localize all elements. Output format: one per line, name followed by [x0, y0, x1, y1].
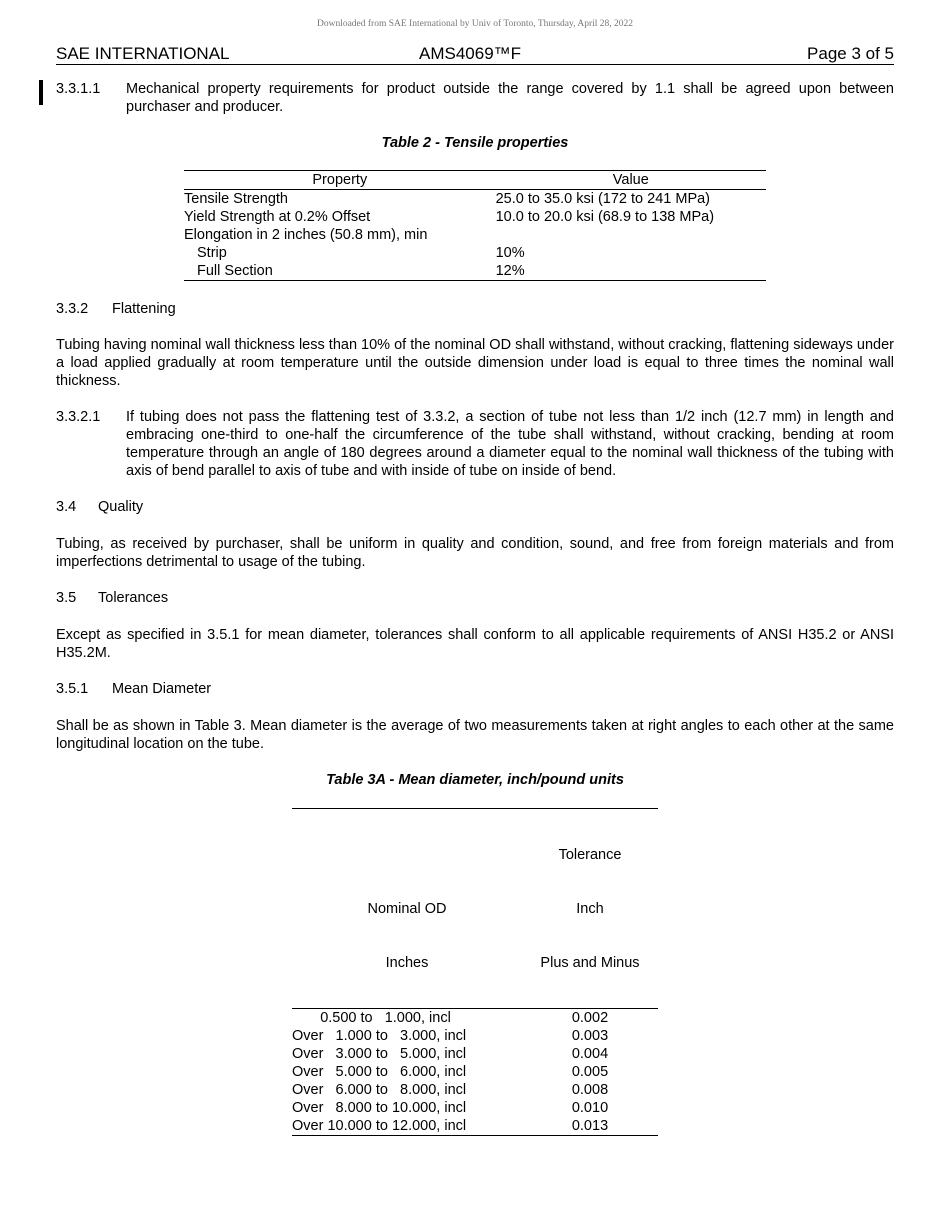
tolerance-cell: 0.013	[571, 1118, 609, 1134]
section-title: Mean Diameter	[112, 681, 212, 697]
value-cell: 10%	[495, 245, 525, 261]
property-cell: Yield Strength at 0.2% Offset	[184, 209, 371, 225]
section-title: Flattening	[112, 301, 176, 317]
column-header-property: Property	[184, 171, 496, 190]
column-header-value: Value	[496, 171, 766, 190]
table-3a-title: Table 3A - Mean diameter, inch/pound units	[326, 772, 624, 788]
nominal-od-cell: Over 8.000 to 10.000, incl	[292, 1100, 467, 1116]
table-header-row	[184, 171, 766, 190]
table-row	[292, 1117, 658, 1136]
section-text: If tubing does not pass the flattening test of 3.3.2, a section of tube not less than 1/2 inch (12.7 mm) in length and embracing one-third to one-half the circumference of the tube shall withstand, without cracking, bending at room temperature through an angle of 180 degrees around a diameter equal to the nominal wall thickness of the tubing with axis of bend parallel to axis of tube and with inside of tube on inside of bend.	[126, 409, 894, 479]
header-line: Tolerance	[558, 847, 622, 863]
section-text: Mechanical property requirements for product outside the range covered by 1.1 shall be agreed upon between purchaser and producer.	[126, 81, 894, 115]
section-3-5-1-text: Shall be as shown in Table 3. Mean diameter is the average of two measurements taken at right angles to each other at the same longitudinal location on the tube.	[56, 718, 894, 752]
tolerance-cell: 0.002	[571, 1010, 609, 1026]
section-title: Quality	[98, 499, 144, 515]
table-row	[292, 1009, 658, 1028]
property-cell: Tensile Strength	[184, 191, 288, 207]
tolerance-cell: 0.010	[571, 1100, 609, 1116]
section-number: 3.5.1	[56, 681, 89, 697]
header-line: Inches	[385, 955, 429, 971]
column-header-tolerance	[522, 809, 658, 1009]
section-3-5-text: Except as specified in 3.5.1 for mean diameter, tolerances shall conform to all applicable requirements of ANSI H35.2 or ANSI H35.2M.	[56, 627, 894, 661]
section-number: 3.3.2	[56, 301, 89, 317]
page-header	[56, 43, 894, 65]
table-row	[184, 190, 766, 209]
header-doc-number: AMS4069™F	[419, 44, 522, 63]
section-number: 3.4	[56, 499, 77, 515]
tolerance-cell: 0.003	[571, 1028, 609, 1044]
property-cell: Full Section	[197, 263, 273, 279]
value-cell	[496, 226, 766, 244]
tolerance-cell: 0.008	[571, 1082, 609, 1098]
header-line: Plus and Minus	[540, 955, 640, 971]
nominal-od-cell: Over 10.000 to 12.000, incl	[292, 1118, 467, 1134]
section-3-4-text: Tubing, as received by purchaser, shall be uniform in quality and condition, sound, and free from foreign materials and from imperfections detrimental to usage of the tubing.	[56, 536, 894, 570]
section-3-5-heading	[56, 589, 894, 607]
section-3-4-heading	[56, 498, 894, 516]
download-watermark: Downloaded from SAE International by Univ of Toronto, Thursday, April 28, 2022	[316, 19, 634, 29]
table-row	[184, 244, 766, 262]
section-3-3-2-heading	[56, 300, 894, 318]
table-row	[292, 1063, 658, 1081]
table-row	[292, 1099, 658, 1117]
mean-diameter-table	[292, 808, 658, 1136]
value-cell: 10.0 to 20.0 ksi (68.9 to 138 MPa)	[495, 209, 715, 225]
nominal-od-cell: 0.500 to 1.000, incl	[292, 1010, 451, 1026]
section-3-3-1-1	[56, 80, 894, 116]
nominal-od-cell: Over 1.000 to 3.000, incl	[292, 1028, 467, 1044]
table-row	[292, 1027, 658, 1045]
tolerance-cell: 0.004	[571, 1046, 609, 1062]
section-number: 3.5	[56, 590, 77, 606]
table-2-title: Table 2 - Tensile properties	[381, 135, 569, 151]
header-page-number: Page 3 of 5	[807, 44, 894, 63]
table-row	[184, 262, 766, 281]
table-row	[292, 1045, 658, 1063]
section-number: 3.3.2.1	[56, 409, 101, 425]
nominal-od-cell: Over 5.000 to 6.000, incl	[292, 1064, 467, 1080]
section-3-3-2-1	[56, 408, 894, 480]
header-org: SAE INTERNATIONAL	[56, 44, 230, 63]
table-row	[184, 208, 766, 226]
property-cell: Elongation in 2 inches (50.8 mm), min	[184, 227, 428, 243]
header-line: Inch	[576, 901, 604, 917]
section-3-5-1-heading	[56, 680, 894, 698]
section-title: Tolerances	[98, 590, 169, 606]
nominal-od-cell: Over 3.000 to 5.000, incl	[292, 1046, 467, 1062]
column-header-nominal-od	[292, 809, 522, 1009]
header-line: Nominal OD	[367, 901, 447, 917]
section-3-3-2-text: Tubing having nominal wall thickness less than 10% of the nominal OD shall withstand, without cracking, flattening sideways under a load applied gradually at room temperature until the outside dimension under load is equal to three times the nominal wall thickness.	[56, 337, 894, 389]
nominal-od-cell: Over 6.000 to 8.000, incl	[292, 1082, 467, 1098]
tolerance-cell: 0.005	[571, 1064, 609, 1080]
property-cell: Strip	[197, 245, 227, 261]
value-cell: 25.0 to 35.0 ksi (172 to 241 MPa)	[495, 191, 711, 207]
section-number: 3.3.1.1	[56, 81, 101, 97]
table-header-row	[292, 809, 658, 1009]
table-row	[184, 226, 766, 244]
change-bar	[39, 80, 43, 105]
tensile-properties-table	[184, 170, 766, 281]
value-cell: 12%	[495, 263, 525, 279]
table-row	[292, 1081, 658, 1099]
